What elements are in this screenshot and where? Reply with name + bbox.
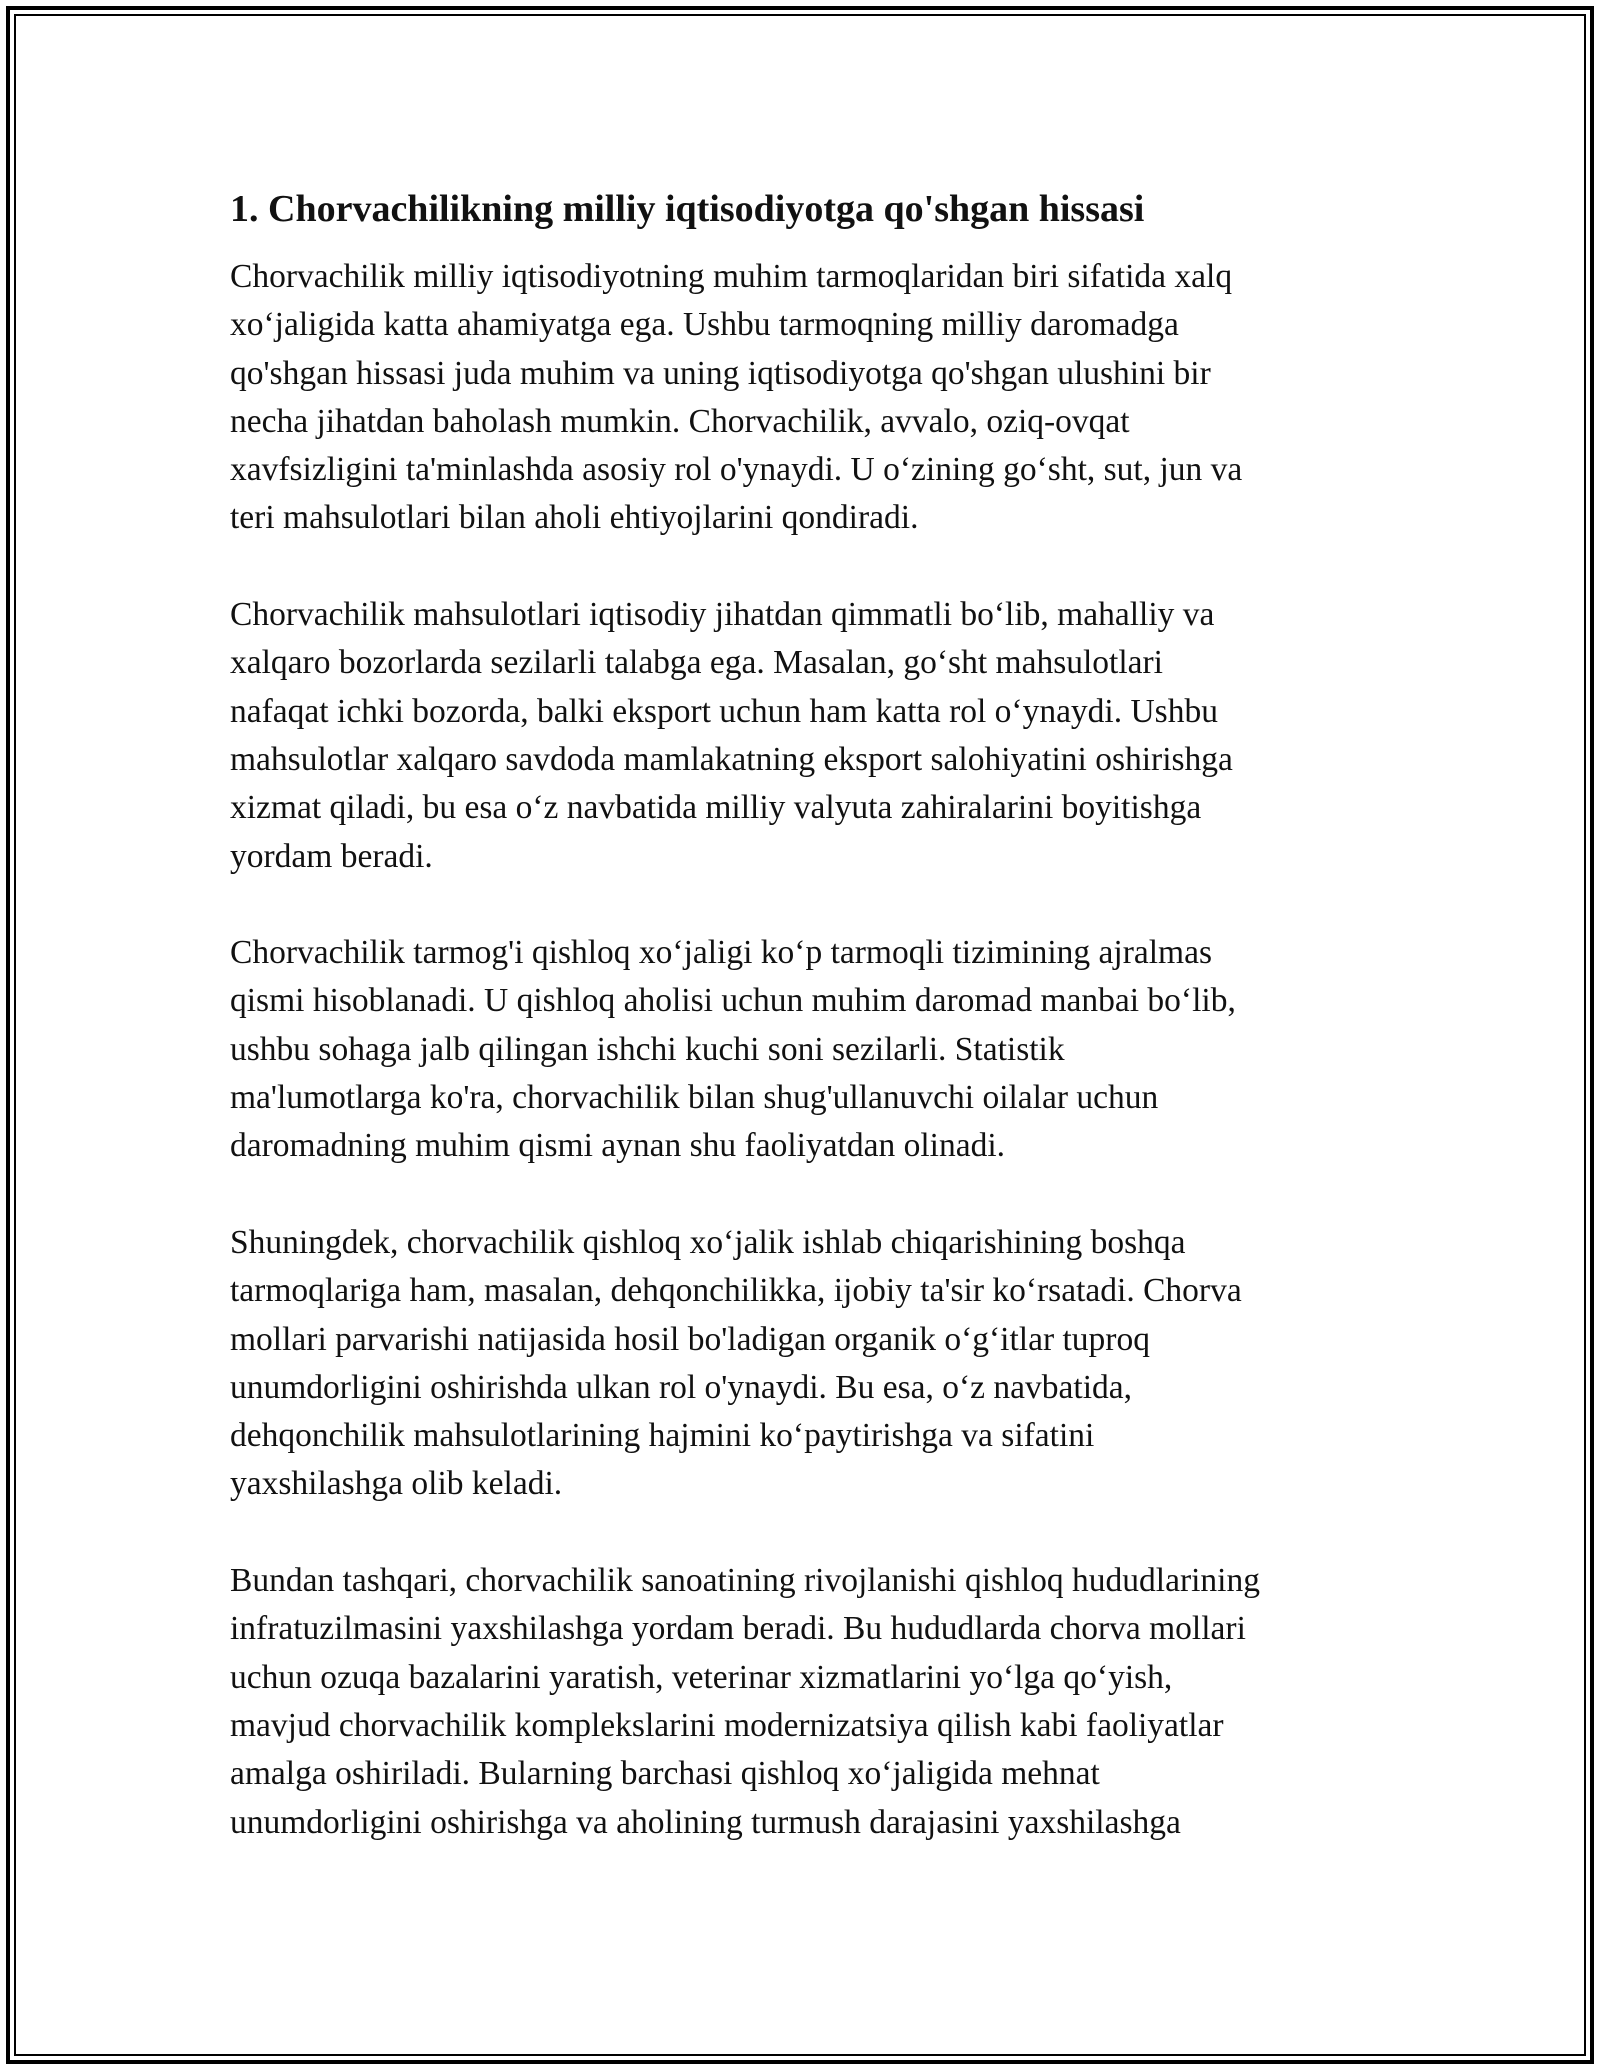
text-line: xalqaro bozorlarda sezilarli talabga ega. Masalan, go‘sht mahsulotlari [230, 644, 1163, 682]
text-line: xizmat qiladi, bu esa o‘z navbatida milliy valyuta zahiralarini boyitishga [230, 789, 1202, 827]
text-line: xo‘jaligida katta ahamiyatga ega. Ushbu tarmoqning milliy daromadga [230, 306, 1179, 344]
text-line: Chorvachilik milliy iqtisodiyotning muhim tarmoqlaridan biri sifatida xalq [230, 258, 1233, 295]
text-line: mavjud chorvachilik komplekslarini modernizatsiya qilish kabi faoliyatlar [230, 1706, 1224, 1744]
text-line: Chorvachilik mahsulotlari iqtisodiy jihatdan qimmatli bo‘lib, mahalliy va [230, 596, 1215, 634]
paragraph-1 [230, 253, 1380, 543]
text-line: Chorvachilik tarmog'i qishloq xo‘jaligi ko‘p tarmoqli tizimining ajralmas [230, 934, 1213, 972]
text-line: Shuningdek, chorvachilik qishloq xo‘jalik ishlab chiqarishining boshqa [230, 1223, 1186, 1261]
section-heading: 1. Chorvachilikning milliy iqtisodiyotga qo'shgan hissasi [230, 188, 1145, 230]
text-line: dehqonchilik mahsulotlarining hajmini ko‘paytirishga va sifatini [230, 1417, 1095, 1455]
document-content [230, 185, 1380, 1895]
text-line: necha jihatdan baholash mumkin. Chorvachilik, avvalo, oziq-ovqat [230, 402, 1130, 440]
text-line: tarmoqlariga ham, masalan, dehqonchilikka, ijobiy ta'sir ko‘rsatadi. Chorva [230, 1272, 1242, 1310]
paragraph-5 [230, 1557, 1380, 1847]
text-line: amalga oshiriladi. Bularning barchasi qishloq xo‘jaligida mehnat [230, 1755, 1100, 1793]
text-line: qo'shgan hissasi juda muhim va uning iqtisodiyotga qo'shgan ulushini bir [230, 354, 1211, 392]
text-line: unumdorligini oshirishda ulkan rol o'ynaydi. Bu esa, o‘z navbatida, [230, 1368, 1132, 1406]
text-line: yordam beradi. [230, 837, 433, 875]
paragraph-2 [230, 591, 1380, 881]
text-line: unumdorligini oshirishga va aholining turmush darajasini yaxshilashga [230, 1803, 1181, 1841]
text-line: uchun ozuqa bazalarini yaratish, veterinar xizmatlarini yo‘lga qo‘yish, [230, 1658, 1173, 1696]
text-line: daromadning muhim qismi aynan shu faoliyatdan olinadi. [230, 1127, 1006, 1165]
paragraph-3 [230, 929, 1380, 1170]
text-line: mollari parvarishi natijasida hosil bo'ladigan organik o‘g‘itlar tuproq [230, 1320, 1150, 1358]
text-line: xavfsizligini ta'minlashda asosiy rol o'ynaydi. U o‘zining go‘sht, sut, jun va [230, 451, 1243, 489]
text-line: teri mahsulotlari bilan aholi ehtiyojlarini qondiradi. [230, 499, 919, 537]
text-line: qismi hisoblanadi. U qishloq aholisi uchun muhim daromad manbai bo‘lib, [230, 982, 1236, 1020]
text-line: mahsulotlar xalqaro savdoda mamlakatning eksport salohiyatini oshirishga [230, 740, 1233, 778]
text-line: ushbu sohaga jalb qilingan ishchi kuchi soni sezilarli. Statistik [230, 1030, 1065, 1068]
text-line: infratuzilmasini yaxshilashga yordam beradi. Bu hududlarda chorva mollari [230, 1610, 1246, 1648]
text-line: yaxshilashga olib keladi. [230, 1465, 563, 1503]
text-line: nafaqat ichki bozorda, balki eksport uchun ham katta rol o‘ynaydi. Ushbu [230, 692, 1218, 730]
text-line: ma'lumotlarga ko'ra, chorvachilik bilan shug'ullanuvchi oilalar uchun [230, 1079, 1159, 1117]
text-line: Bundan tashqari, chorvachilik sanoatining rivojlanishi qishloq hududlarining [230, 1562, 1260, 1600]
paragraph-4 [230, 1219, 1380, 1509]
